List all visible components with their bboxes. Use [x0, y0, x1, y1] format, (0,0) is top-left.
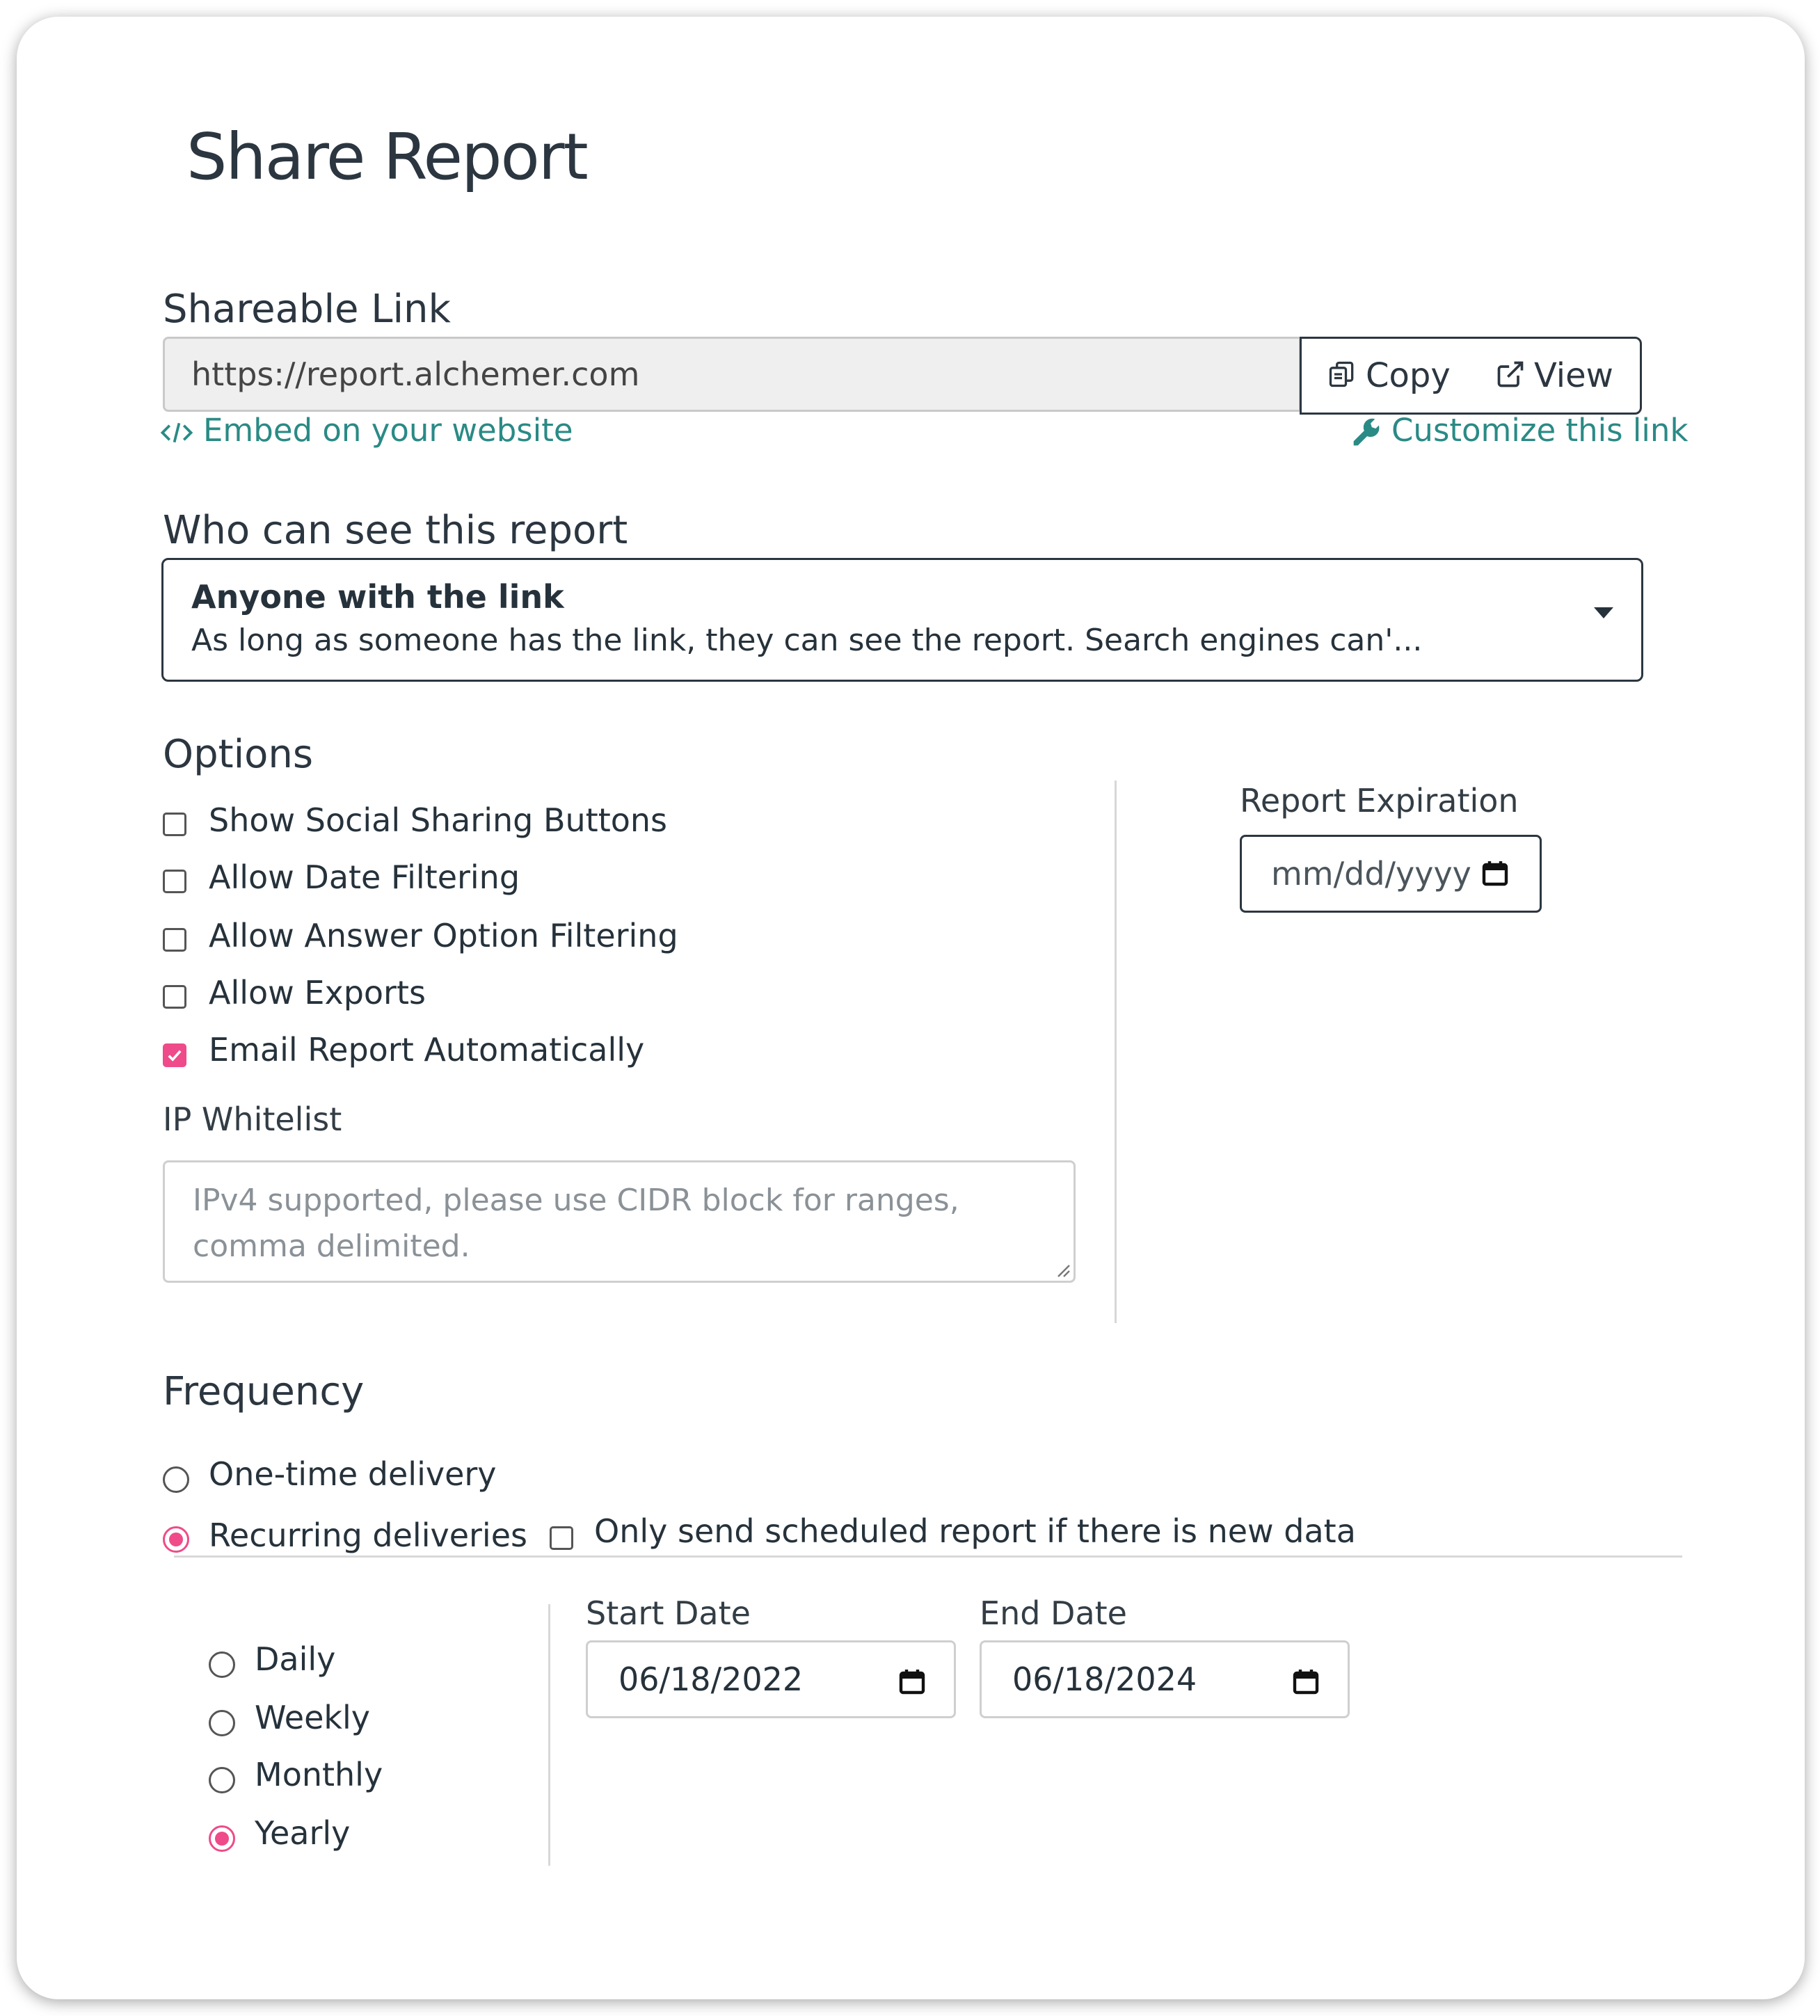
copy-button[interactable] [1327, 339, 1451, 413]
share-report-dialog [17, 17, 1805, 1999]
start-date-input[interactable] [586, 1640, 956, 1718]
view-button-label: View [1534, 356, 1613, 395]
customize-link[interactable] [1351, 412, 1689, 449]
start-date-value: 06/18/2022 [618, 1661, 804, 1698]
report-expiration-placeholder: mm/dd/yyyy [1271, 855, 1471, 893]
yearly-label: Yearly [255, 1814, 351, 1852]
email-report-automatically-checkbox[interactable] [163, 1043, 186, 1067]
allow-exports-label: Allow Exports [209, 974, 426, 1011]
start-date-label: Start Date [586, 1594, 751, 1632]
new-data-only-checkbox[interactable] [550, 1526, 573, 1550]
view-button[interactable] [1495, 339, 1613, 413]
page-title: Share Report [186, 120, 587, 194]
link-action-buttons [1300, 337, 1642, 415]
monthly-radio[interactable] [209, 1767, 235, 1793]
new-data-only-label: Only send scheduled report if there is new data [594, 1512, 1356, 1550]
visibility-selected-description: As long as someone has the link, they can see the report. Search engines can'... [191, 623, 1423, 658]
embed-link[interactable] [160, 412, 573, 449]
resize-handle-icon[interactable] [1054, 1261, 1071, 1278]
allow-answer-option-filtering-label: Allow Answer Option Filtering [209, 917, 678, 954]
visibility-heading: Who can see this report [163, 508, 628, 553]
frequency-heading: Frequency [163, 1369, 365, 1414]
caret-down-icon [1594, 607, 1613, 618]
ip-whitelist-textarea[interactable] [163, 1160, 1076, 1283]
external-link-icon [1495, 359, 1526, 390]
shareable-link-heading: Shareable Link [163, 287, 451, 332]
allow-answer-option-filtering-checkbox[interactable] [163, 928, 186, 952]
options-divider [1115, 781, 1117, 1323]
customize-link-label: Customize this link [1391, 412, 1689, 449]
recurring-deliveries-radio[interactable] [163, 1526, 189, 1553]
monthly-label: Monthly [255, 1756, 383, 1793]
daily-radio[interactable] [209, 1651, 235, 1678]
code-icon [160, 419, 193, 447]
calendar-icon[interactable] [1481, 859, 1509, 887]
allow-date-filtering-label: Allow Date Filtering [209, 858, 520, 896]
end-date-value: 06/18/2024 [1012, 1661, 1197, 1698]
report-expiration-label: Report Expiration [1240, 782, 1519, 819]
visibility-select[interactable] [161, 558, 1643, 682]
copy-icon [1327, 359, 1357, 390]
embed-link-label: Embed on your website [203, 412, 573, 449]
email-report-automatically-label: Email Report Automatically [209, 1031, 645, 1069]
yearly-radio[interactable] [209, 1825, 235, 1852]
ip-whitelist-label: IP Whitelist [163, 1101, 342, 1138]
calendar-icon[interactable] [1292, 1667, 1320, 1695]
wrench-icon [1351, 417, 1382, 448]
one-time-delivery-label: One-time delivery [209, 1455, 497, 1493]
visibility-selected-title: Anyone with the link [191, 578, 564, 616]
daily-label: Daily [255, 1640, 336, 1678]
report-expiration-input[interactable] [1240, 835, 1542, 913]
ip-whitelist-placeholder: IPv4 supported, please use CIDR block for ranges, comma delimited. [193, 1183, 959, 1264]
end-date-label: End Date [980, 1594, 1127, 1632]
recurring-deliveries-label: Recurring deliveries [209, 1517, 527, 1554]
checkmark-icon [167, 1048, 182, 1063]
show-social-sharing-label: Show Social Sharing Buttons [209, 801, 668, 839]
shareable-link-input[interactable]: https://report.alchemer.com [163, 337, 1301, 412]
allow-date-filtering-checkbox[interactable] [163, 870, 186, 893]
copy-button-label: Copy [1366, 356, 1451, 395]
weekly-label: Weekly [255, 1699, 371, 1736]
one-time-delivery-radio[interactable] [163, 1466, 189, 1493]
show-social-sharing-checkbox[interactable] [163, 813, 186, 836]
allow-exports-checkbox[interactable] [163, 985, 186, 1009]
end-date-input[interactable] [980, 1640, 1350, 1718]
weekly-radio[interactable] [209, 1710, 235, 1736]
options-heading: Options [163, 732, 314, 777]
interval-divider [548, 1604, 550, 1866]
calendar-icon[interactable] [898, 1667, 926, 1695]
frequency-divider [174, 1555, 1682, 1558]
